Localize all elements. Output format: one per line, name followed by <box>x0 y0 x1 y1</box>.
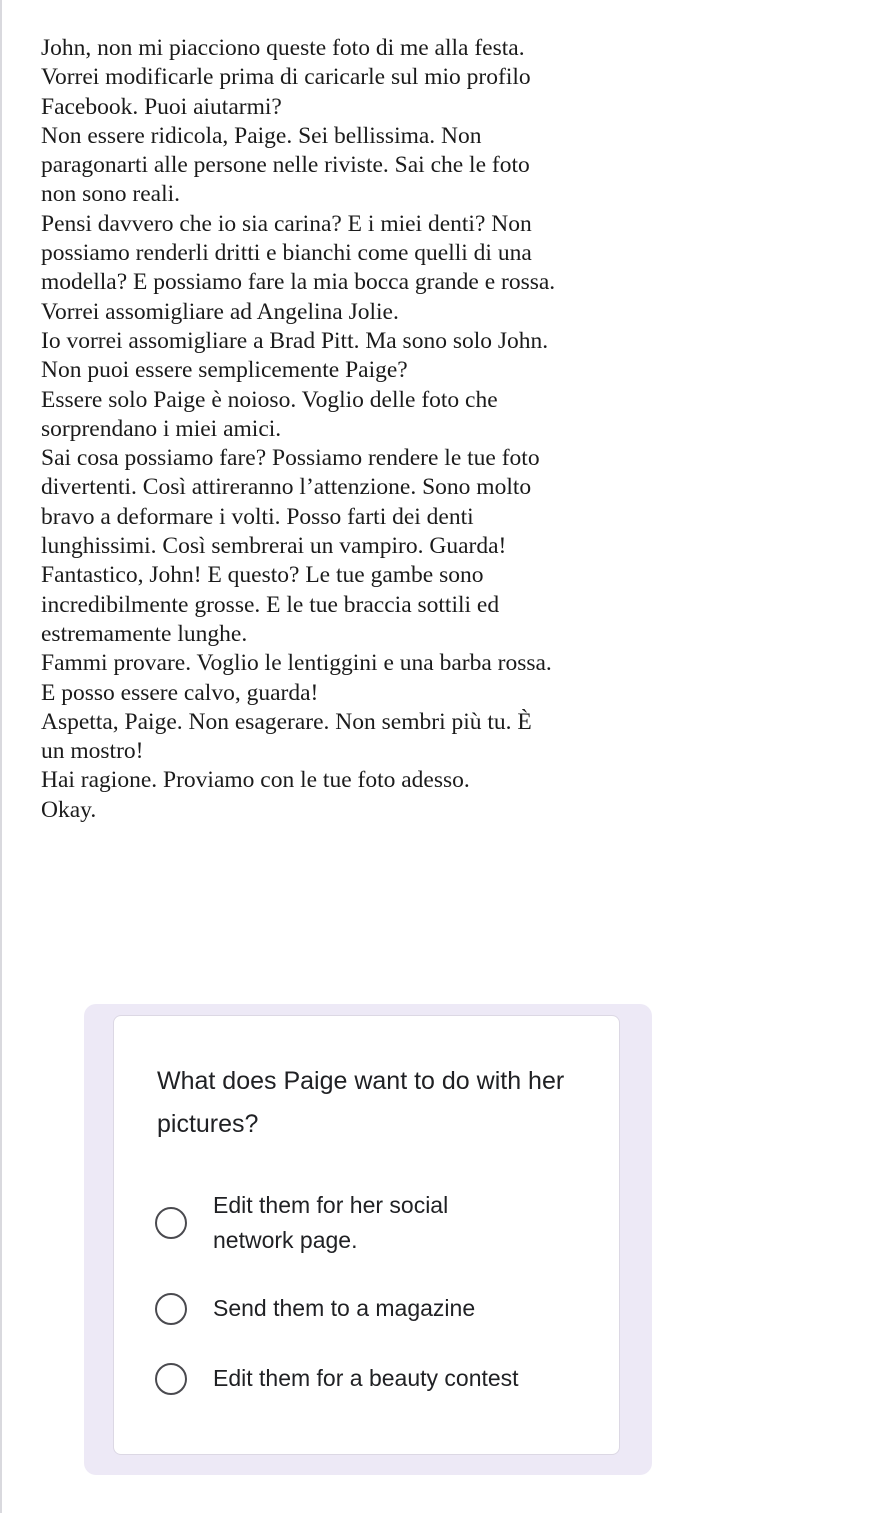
passage-line: un mostro! <box>41 738 144 765</box>
passage-line: lunghissimi. Così sembrerai un vampiro. Guarda! <box>41 533 507 560</box>
passage-line: John, non mi piacciono queste foto di me alla festa. <box>41 35 525 61</box>
passage-line: Io vorrei assomigliare a Brad Pitt. Ma sono solo John. <box>41 327 549 354</box>
passage-line: Pensi davvero che io sia carina? E i miei denti? Non <box>41 210 532 237</box>
passage-line: non sono reali. <box>41 181 181 208</box>
passage-line: Aspetta, Paige. Non esagerare. Non sembri più tu. È <box>41 708 532 735</box>
answer-option-label: Edit them for her social network page. <box>213 1192 449 1253</box>
passage-line: Fammi provare. Voglio le lentiggini e una barba rossa. <box>41 650 552 677</box>
passage-line: Sai cosa possiamo fare? Possiamo rendere le tue foto <box>41 445 540 472</box>
passage-line: incredibilmente grosse. E le tue braccia sottili ed <box>41 591 500 618</box>
passage-line: bravo a deformare i volti. Posso farti dei denti <box>41 503 474 530</box>
answer-option-label: Send them to a magazine <box>213 1295 476 1321</box>
passage-line: Vorrei modificarle prima di caricarle sul mio profilo <box>41 64 531 91</box>
passage-line: Non essere ridicola, Paige. Sei bellissima. Non <box>41 122 482 149</box>
passage-line: Facebook. Puoi aiutarmi? <box>41 93 282 120</box>
dialogue-passage <box>41 34 861 825</box>
passage-line: Vorrei assomigliare ad Angelina Jolie. <box>41 298 399 325</box>
question-card <box>113 1015 620 1455</box>
answer-option-3[interactable] <box>155 1361 573 1396</box>
passage-line: modella? E possiamo fare la mia bocca grande e rossa. <box>41 269 556 296</box>
passage-line: paragonarti alle persone nelle riviste. Sai che le foto <box>41 152 530 179</box>
answer-option-label: Edit them for a beauty contest <box>213 1365 519 1391</box>
passage-line: divertenti. Così attireranno l’attenzione. Sono molto <box>41 474 532 501</box>
passage-line: Essere solo Paige è noioso. Voglio delle foto che <box>41 386 498 413</box>
radio-button-icon[interactable] <box>155 1293 187 1325</box>
passage-line: Fantastico, John! E questo? Le tue gambe sono <box>41 562 484 589</box>
passage-line: E posso essere calvo, guarda! <box>41 679 319 706</box>
passage-line: estremamente lunghe. <box>41 620 248 647</box>
radio-button-icon[interactable] <box>155 1363 187 1395</box>
answer-option-2[interactable] <box>155 1291 573 1326</box>
question-text: What does Paige want to do with her pictures? <box>157 1067 565 1138</box>
page-edge-divider <box>0 0 2 1513</box>
passage-line: Hai ragione. Proviamo con le tue foto adesso. <box>41 767 470 794</box>
passage-line: sorprendano i miei amici. <box>41 415 282 442</box>
radio-button-icon[interactable] <box>155 1207 187 1239</box>
passage-line: Non puoi essere semplicemente Paige? <box>41 357 408 384</box>
passage-line: possiamo renderli dritti e bianchi come quelli di una <box>41 240 532 267</box>
passage-line: Okay. <box>41 796 97 823</box>
answer-option-1[interactable] <box>155 1188 513 1258</box>
